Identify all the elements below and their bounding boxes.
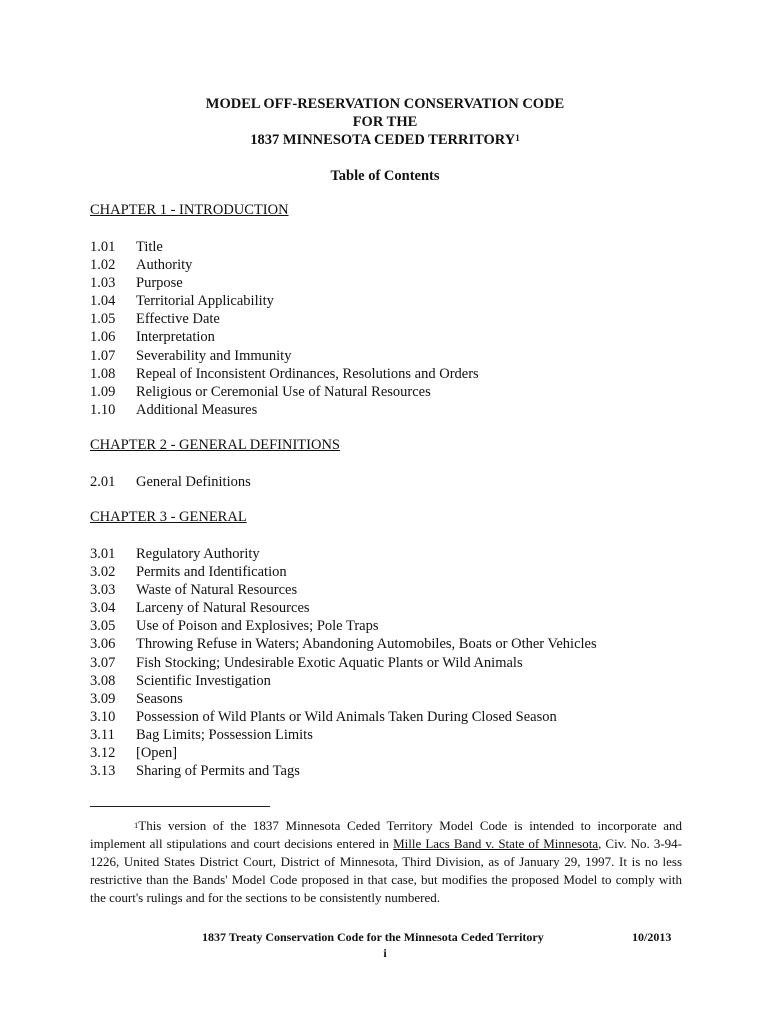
toc-entry[interactable] (90, 383, 479, 401)
toc-entry[interactable] (90, 401, 479, 419)
toc-entry-number: 2.01 (90, 474, 116, 490)
chapter-1-heading: CHAPTER 1 - INTRODUCTION (90, 202, 289, 218)
toc-entry-title: Title (136, 239, 163, 255)
toc-entry-title: Fish Stocking; Undesirable Exotic Aquatic Plants or Wild Animals (136, 654, 523, 671)
footnote-separator (90, 806, 270, 807)
toc-entry-number: 1.03 (90, 275, 116, 292)
toc-entry-title: Larceny of Natural Resources (136, 600, 310, 617)
toc-entry-title: Bag Limits; Possession Limits (136, 726, 313, 743)
toc-entry[interactable] (90, 654, 597, 672)
toc-entry-title: [Open] (136, 745, 178, 762)
toc-entry-number: 3.03 (90, 582, 116, 599)
chapter-3-heading: CHAPTER 3 - GENERAL (90, 509, 247, 525)
doc-title-line-3-text: 1837 MINNESOTA CEDED TERRITORY (250, 132, 516, 148)
toc-entry-title: Scientific Investigation (136, 672, 271, 689)
footer-date: 10/2013 (632, 930, 672, 944)
toc-entry[interactable] (90, 347, 479, 365)
chapter-2-entries (90, 473, 251, 491)
toc-entry-title: General Definitions (136, 474, 251, 490)
toc-entry-title: Throwing Refuse in Waters; Abandoning Automobiles, Boats or Other Vehicles (136, 636, 597, 653)
toc-entry-number: 1.04 (90, 293, 116, 310)
toc-entry[interactable] (90, 292, 479, 310)
toc-entry[interactable] (90, 238, 479, 256)
toc-entry-number: 3.07 (90, 654, 116, 671)
toc-entry-title: Sharing of Permits and Tags (136, 763, 300, 780)
toc-entry[interactable] (90, 617, 597, 635)
toc-entry-title: Permits and Identification (136, 564, 287, 581)
toc-entry[interactable] (90, 545, 597, 563)
toc-entry-title: Seasons (136, 690, 183, 707)
chapter-1-entries (90, 238, 479, 419)
toc-entry-number: 3.01 (90, 546, 116, 562)
toc-entry[interactable] (90, 635, 597, 653)
toc-entry-title: Repeal of Inconsistent Ordinances, Resolutions and Orders (136, 365, 479, 382)
toc-entry-title: Additional Measures (136, 401, 258, 418)
footer-title: 1837 Treaty Conservation Code for the Minnesota Ceded Territory (202, 930, 544, 944)
toc-entry-number: 3.11 (90, 726, 115, 743)
toc-entry-number: 1.01 (90, 239, 116, 255)
toc-entry-number: 1.10 (90, 401, 116, 418)
toc-entry-number: 3.02 (90, 564, 116, 581)
toc-entry-number: 1.07 (90, 347, 116, 364)
toc-entry-title: Interpretation (136, 329, 215, 346)
toc-entry-number: 3.13 (90, 763, 116, 780)
doc-title-line-1: MODEL OFF-RESERVATION CONSERVATION CODE (205, 96, 565, 112)
page-number: i (383, 946, 387, 960)
toc-entry-number: 1.05 (90, 311, 116, 328)
toc-entry[interactable] (90, 672, 597, 690)
footnote-mark: 1 (134, 820, 139, 830)
doc-title-line-3 (0, 131, 770, 149)
chapter-3-entries (90, 545, 597, 780)
toc-entry-number: 1.06 (90, 329, 116, 346)
toc-entry[interactable] (90, 762, 597, 780)
footnote (90, 817, 682, 907)
toc-entry[interactable] (90, 726, 597, 744)
toc-entry-number: 3.10 (90, 708, 116, 725)
toc-entry-number: 1.02 (90, 257, 116, 274)
toc-title: Table of Contents (330, 168, 440, 184)
toc-entry-number: 3.04 (90, 600, 116, 617)
toc-entry[interactable] (90, 310, 479, 328)
toc-entry-title: Use of Poison and Explosives; Pole Traps (136, 618, 379, 635)
doc-title-line-2: FOR THE (352, 114, 418, 130)
toc-entry-title: Territorial Applicability (136, 293, 274, 310)
toc-entry[interactable] (90, 365, 479, 383)
footnote-case-name: Mille Lacs Band v. State of Minnesota (393, 836, 599, 851)
toc-entry-title: Regulatory Authority (136, 546, 260, 562)
toc-entry-number: 3.09 (90, 690, 116, 707)
toc-entry[interactable] (90, 708, 597, 726)
toc-entry-title: Religious or Ceremonial Use of Natural Resources (136, 383, 431, 400)
toc-entry-number: 3.12 (90, 745, 116, 762)
toc-entry-number: 1.09 (90, 383, 116, 400)
toc-entry[interactable] (90, 256, 479, 274)
toc-entry-title: Possession of Wild Plants or Wild Animals Taken During Closed Season (136, 708, 557, 725)
toc-entry-title: Waste of Natural Resources (136, 582, 298, 599)
toc-entry-number: 1.08 (90, 365, 116, 382)
toc-entry[interactable] (90, 274, 479, 292)
toc-entry[interactable] (90, 328, 479, 346)
toc-entry[interactable] (90, 473, 251, 491)
chapter-2-heading: CHAPTER 2 - GENERAL DEFINITIONS (90, 437, 340, 453)
toc-entry-title: Authority (136, 257, 193, 274)
toc-entry[interactable] (90, 690, 597, 708)
footnote-text-after: , Civ. No. 3-94-1226, United States District Court, District of Minnesota, Third Division, as of January 29, 1997. It is no less restrictive than the Bands' Model Code proposed in that case, but modifies the proposed Model to comply with the court's rulings and for the sections to be consistently numbered. (90, 836, 682, 905)
toc-entry-title: Severability and Immunity (136, 347, 292, 364)
toc-entry[interactable] (90, 744, 597, 762)
footnote-text-before: This version of the 1837 Minnesota Ceded Territory Model Code is intended to incorporate and implement all stipulations and court decisions entered in (90, 818, 682, 851)
toc-entry[interactable] (90, 581, 597, 599)
toc-entry-title: Effective Date (136, 311, 220, 328)
toc-entry-number: 3.08 (90, 672, 116, 689)
toc-entry-title: Purpose (136, 275, 183, 292)
footnote-reference[interactable]: 1 (515, 133, 520, 143)
toc-entry-number: 3.05 (90, 618, 116, 635)
toc-entry-number: 3.06 (90, 636, 116, 653)
toc-entry[interactable] (90, 563, 597, 581)
toc-entry[interactable] (90, 599, 597, 617)
